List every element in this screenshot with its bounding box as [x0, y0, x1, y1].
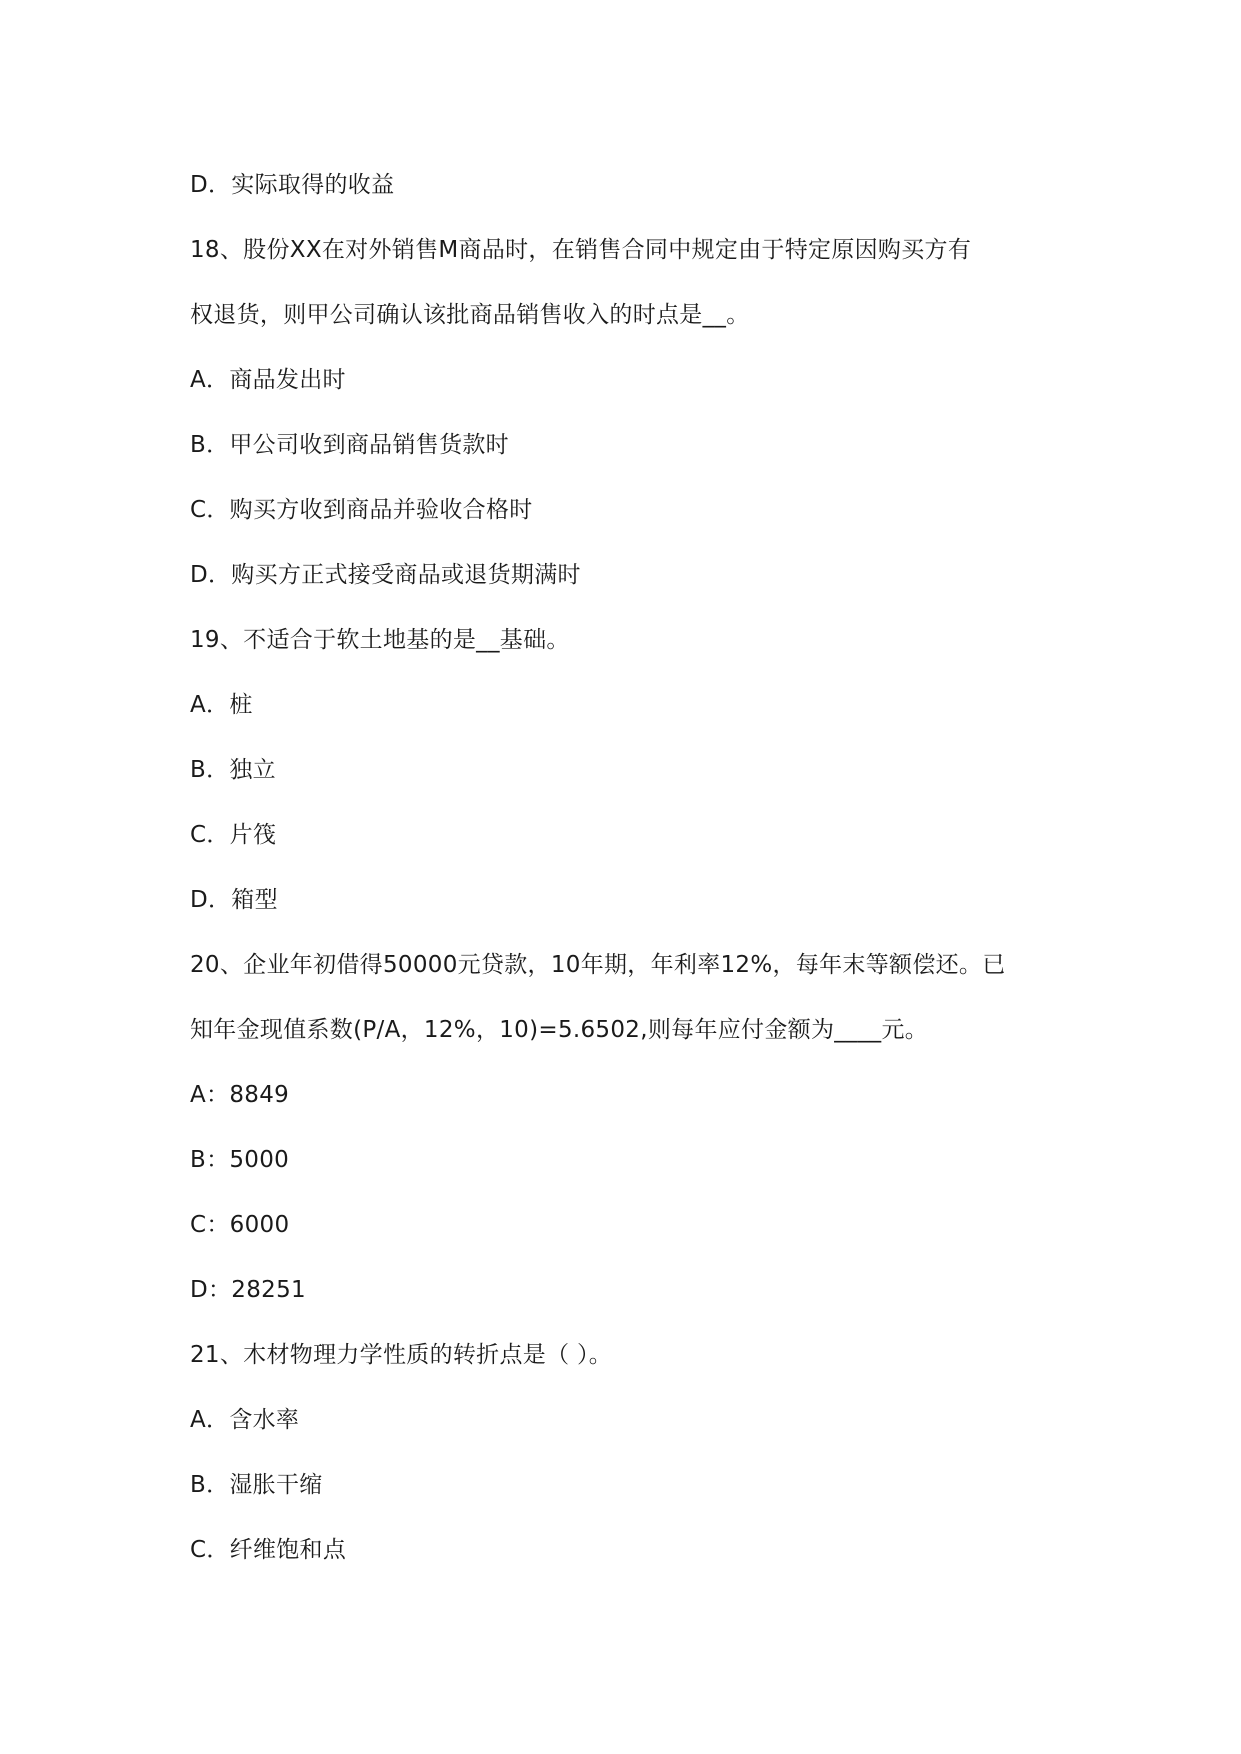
- question-20-text-line-1: 20、企业年初借得50000元贷款，10年期，年利率12%，每年末等额偿还。已: [190, 952, 1006, 978]
- option-18-a: A．商品发出时: [190, 367, 346, 393]
- option-20-b: B：5000: [190, 1147, 290, 1173]
- question-20-text-line-2: 知年金现值系数(P/A，12%，10)=5.6502,则每年应付金额为____元。: [190, 1017, 929, 1043]
- option-19-d: D．箱型: [190, 887, 278, 913]
- option-19-a: A．桩: [190, 692, 253, 718]
- option-20-c: C：6000: [190, 1212, 290, 1238]
- question-18-text-line-2: 权退货，则甲公司确认该批商品销售收入的时点是__。: [190, 302, 750, 328]
- option-20-d: D：28251: [190, 1277, 306, 1303]
- question-19-text: 19、不适合于软土地基的是__基础。: [190, 627, 570, 653]
- option-18-d: D．购买方正式接受商品或退货期满时: [190, 562, 581, 588]
- option-21-a: A．含水率: [190, 1407, 300, 1433]
- option-17-d: D．实际取得的收益: [190, 172, 395, 198]
- option-18-c: C．购买方收到商品并验收合格时: [190, 497, 533, 523]
- option-18-b: B．甲公司收到商品销售货款时: [190, 432, 509, 458]
- question-18-text-line-1: 18、股份XX在对外销售M商品时，在销售合同中规定由于特定原因购买方有: [190, 237, 972, 263]
- option-20-a: A：8849: [190, 1082, 290, 1108]
- question-21-text: 21、木材物理力学性质的转折点是（ ）。: [190, 1342, 613, 1368]
- option-21-b: B．湿胀干缩: [190, 1472, 323, 1498]
- option-21-c: C．纤维饱和点: [190, 1537, 347, 1563]
- option-19-c: C．片筏: [190, 822, 277, 848]
- option-19-b: B．独立: [190, 757, 276, 783]
